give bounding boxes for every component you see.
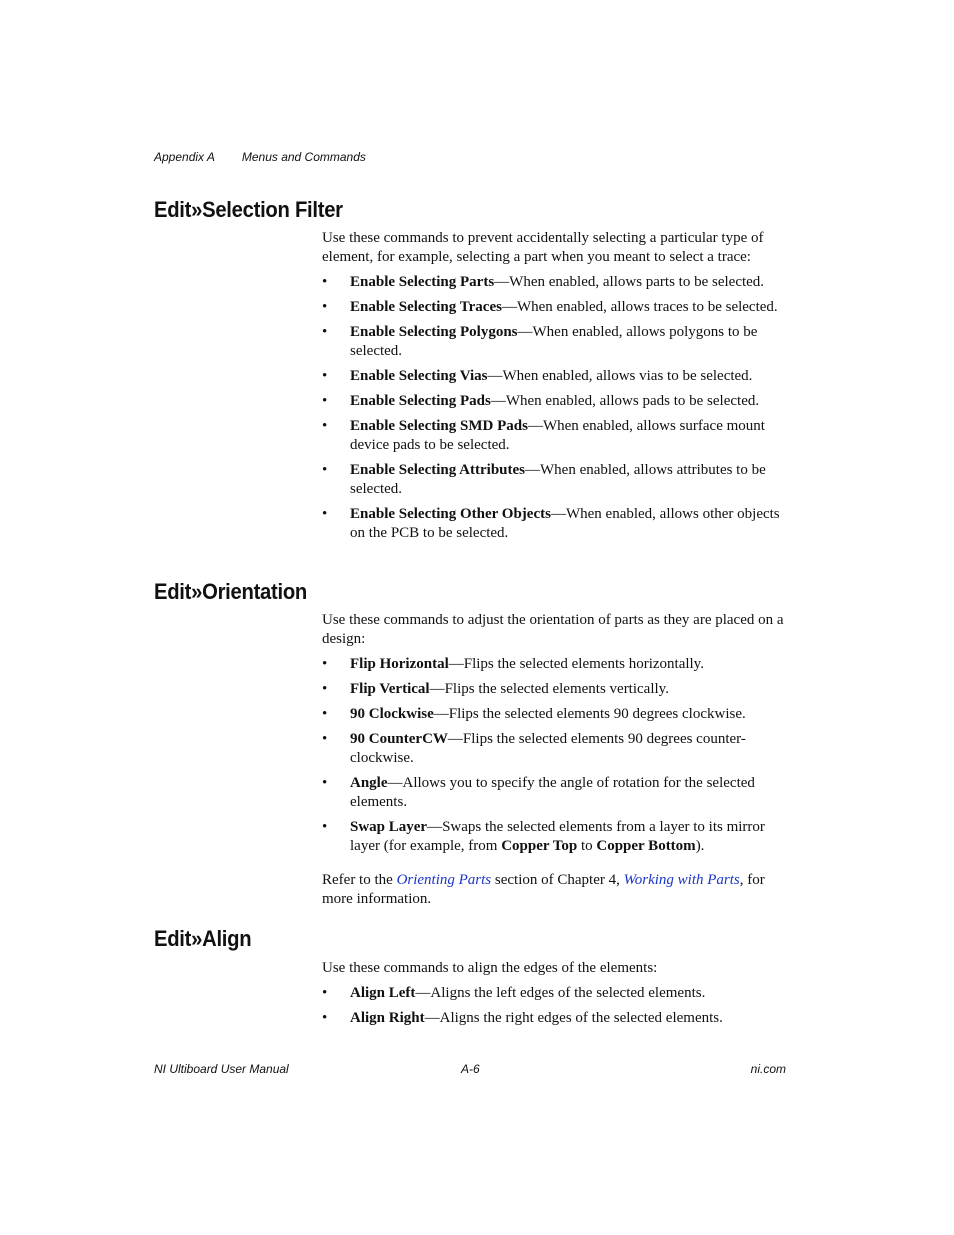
- header-appendix: Appendix A: [154, 150, 215, 164]
- command-desc-mid: to: [577, 838, 597, 854]
- command-desc: —Aligns the left edges of the selected elements.: [415, 985, 706, 1001]
- link-working-with-parts[interactable]: Working with Parts: [623, 872, 740, 888]
- section-title: Edit»Orientation: [154, 579, 308, 604]
- section-body: [322, 229, 788, 543]
- command-desc: —Allows you to specify the angle of rotation for the selected elements.: [350, 775, 755, 810]
- list-item: [322, 367, 788, 386]
- bullet: •: [322, 1010, 328, 1026]
- command-term: Align Left: [350, 985, 416, 1001]
- command-term: Swap Layer: [350, 819, 428, 835]
- command-term: Enable Selecting Traces: [350, 299, 502, 315]
- command-term: Enable Selecting Attributes: [350, 462, 525, 478]
- list-item: [322, 461, 788, 499]
- command-term: Enable Selecting Pads: [350, 393, 491, 409]
- bullet: •: [322, 299, 328, 315]
- section-intro: Use these commands to adjust the orientation of parts as they are placed on a design:: [322, 612, 784, 647]
- command-desc: —When enabled, allows other objects on the PCB to be selected.: [350, 506, 780, 541]
- list-item: [322, 323, 788, 361]
- bullet: •: [322, 681, 328, 697]
- bullet: •: [322, 418, 328, 434]
- list-item: [322, 984, 788, 1003]
- command-desc: —When enabled, allows attributes to be selected.: [350, 462, 766, 497]
- command-term: Angle: [350, 775, 388, 791]
- command-desc-end: ).: [695, 838, 705, 854]
- list-item: [322, 392, 788, 411]
- bullet: •: [322, 819, 328, 835]
- list-item: [322, 1009, 788, 1028]
- command-desc: —Flips the selected elements 90 degrees clockwise.: [433, 706, 746, 722]
- section-body: [322, 611, 788, 909]
- command-term: Align Right: [350, 1010, 425, 1026]
- bullet: •: [322, 393, 328, 409]
- section-title: Edit»Selection Filter: [154, 197, 343, 222]
- command-term: 90 Clockwise: [350, 706, 434, 722]
- refer-paragraph: [322, 871, 788, 909]
- refer-post: , for more information.: [322, 872, 765, 907]
- command-list: [322, 984, 788, 1028]
- list-item: [322, 417, 788, 455]
- section-title: Edit»Align: [154, 926, 252, 951]
- command-list: [322, 655, 788, 856]
- command-desc: —Flips the selected elements horizontally.: [448, 656, 704, 672]
- section-intro: Use these commands to align the edges of the elements:: [322, 960, 658, 976]
- command-desc: —Aligns the right edges of the selected elements.: [424, 1010, 723, 1026]
- list-item: [322, 774, 788, 812]
- bullet: •: [322, 656, 328, 672]
- command-desc: —When enabled, allows polygons to be selected.: [350, 324, 758, 359]
- list-item: [322, 680, 788, 699]
- link-orienting-parts[interactable]: Orienting Parts: [396, 872, 492, 888]
- layer-name-copper-top: Copper Top: [501, 838, 578, 854]
- bullet: •: [322, 462, 328, 478]
- command-desc: —When enabled, allows traces to be selected.: [501, 299, 778, 315]
- list-item: [322, 705, 788, 724]
- command-term: Enable Selecting Polygons: [350, 324, 518, 340]
- command-desc: —When enabled, allows surface mount device pads to be selected.: [350, 418, 765, 453]
- section-intro: Use these commands to prevent accidentally selecting a particular type of element, for example, selecting a part when you meant to select a trace:: [322, 230, 764, 265]
- command-term: 90 CounterCW: [350, 731, 448, 747]
- section-body: [322, 959, 788, 1028]
- footer-manual-title: NI Ultiboard User Manual: [154, 1062, 289, 1076]
- command-term: Enable Selecting Parts: [350, 274, 495, 290]
- command-desc: —When enabled, allows vias to be selected.: [487, 368, 753, 384]
- command-desc: —Flips the selected elements 90 degrees counter-clockwise.: [350, 731, 746, 766]
- footer-site: ni.com: [750, 1062, 786, 1076]
- command-desc: —Flips the selected elements vertically.: [429, 681, 669, 697]
- command-desc: —When enabled, allows parts to be selected.: [494, 274, 765, 290]
- running-header: [154, 150, 366, 164]
- command-term: Enable Selecting SMD Pads: [350, 418, 528, 434]
- list-item: [322, 818, 788, 856]
- bullet: •: [322, 368, 328, 384]
- list-item: [322, 655, 788, 674]
- footer-page-number: A-6: [461, 1062, 480, 1076]
- command-list: [322, 273, 788, 543]
- command-term: Flip Vertical: [350, 681, 430, 697]
- bullet: •: [322, 731, 328, 747]
- command-desc: —When enabled, allows pads to be selected.: [490, 393, 760, 409]
- bullet: •: [322, 775, 328, 791]
- bullet: •: [322, 985, 328, 1001]
- list-item: [322, 273, 788, 292]
- command-term: Enable Selecting Other Objects: [350, 506, 551, 522]
- refer-pre: Refer to the: [322, 872, 397, 888]
- layer-name-copper-bottom: Copper Bottom: [596, 838, 696, 854]
- command-term: Flip Horizontal: [350, 656, 449, 672]
- bullet: •: [322, 506, 328, 522]
- list-item: [322, 298, 788, 317]
- header-chapter: Menus and Commands: [241, 150, 366, 164]
- command-term: Enable Selecting Vias: [350, 368, 488, 384]
- list-item: [322, 505, 788, 543]
- bullet: •: [322, 706, 328, 722]
- refer-mid: section of Chapter 4,: [491, 872, 624, 888]
- bullet: •: [322, 274, 328, 290]
- command-desc: —Swaps the selected elements from a layer to its mirror layer (for example, from: [350, 819, 765, 854]
- list-item: [322, 730, 788, 768]
- bullet: •: [322, 324, 328, 340]
